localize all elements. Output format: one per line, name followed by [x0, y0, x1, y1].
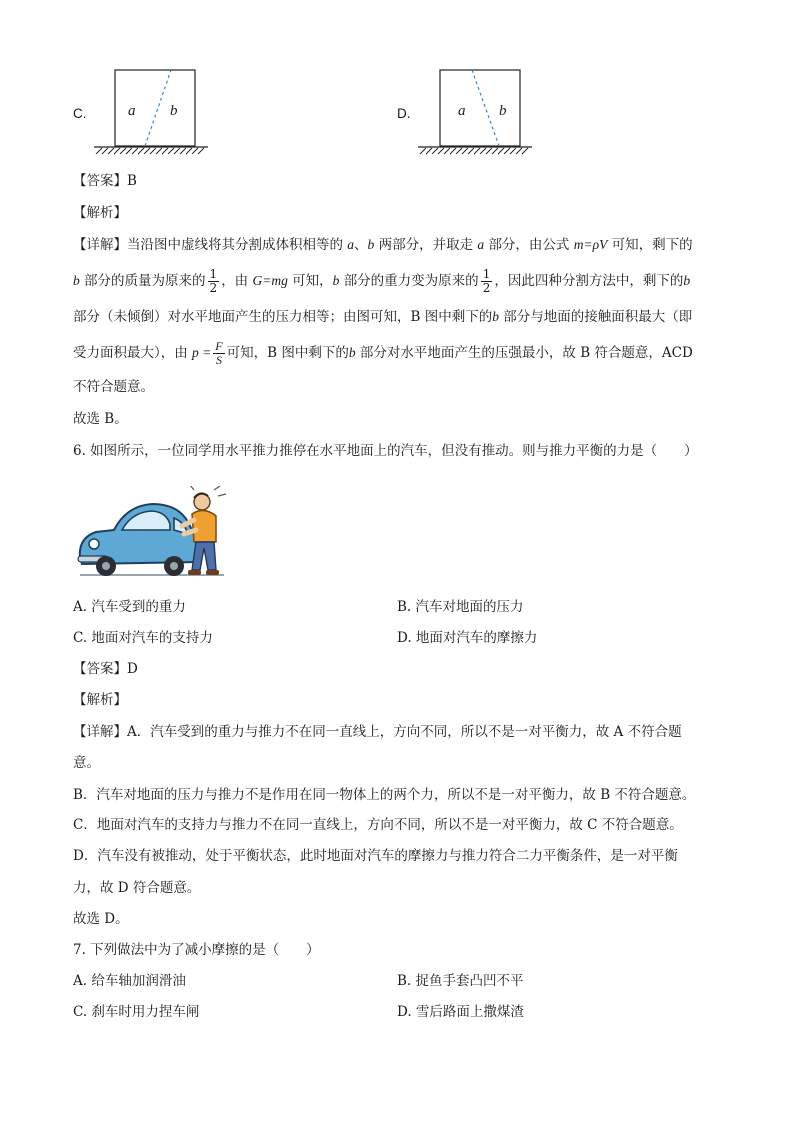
q6-option-a: A. 汽车受到的重力	[73, 599, 186, 615]
q6-option-c: C. 地面对汽车的支持力	[73, 630, 213, 646]
fraction-half: $\frac{1}{2}$	[209, 267, 218, 295]
q6-detail-line-4: C．地面对汽车的支持力与推力不在同一直线上，方向不同，所以不是一对平衡力，故 C 不符合题意。	[73, 817, 683, 833]
fig-d-part-a: a	[458, 103, 466, 119]
q6-detail-line-1: 【详解】A．汽车受到的重力与推力不在同一直线上，方向不同，所以不是一对平衡力，故 A 不符合题	[73, 724, 682, 740]
option-c-label: C.	[73, 106, 87, 121]
fig-c-part-b: b	[170, 103, 178, 119]
q5-detail-line-5: 不符合题意。	[73, 379, 154, 395]
q7-option-c: C. 刹车时用力捏车闸	[73, 1004, 200, 1020]
q5-detail-line-1: 【详解】当沿图中虚线将其分割成体积相等的 a、b 两部分，并取走 a 部分，由公式 m=ρV 可知，剩下的	[73, 237, 693, 253]
figure-d	[418, 68, 534, 156]
q6-analysis-heading: 【解析】	[73, 692, 127, 708]
q6-option-d: D. 地面对汽车的摩擦力	[397, 630, 538, 646]
q6-detail-line-2: 意。	[73, 755, 100, 771]
q6-conclusion: 故选 D。	[73, 911, 129, 927]
q6-option-b: B. 汽车对地面的压力	[397, 599, 524, 615]
q6-question: 6. 如图所示，一位同学用水平推力推停在水平地面上的汽车，但没有推动。则与推力平衡的力是（ ）	[73, 443, 698, 459]
q5-answer: 【答案】B	[73, 173, 137, 189]
q5-detail-line-3: 部分（未倾倒）对水平地面产生的压力相等；由图可知，B 图中剩下的b 部分与地面的接触面积最大（即	[73, 309, 693, 325]
fig-c-part-a: a	[128, 103, 136, 119]
q7-option-d: D. 雪后路面上撒煤渣	[397, 1004, 524, 1020]
option-d-label: D.	[397, 106, 411, 121]
q5-analysis-heading: 【解析】	[73, 205, 127, 221]
q6-detail-line-3: B．汽车对地面的压力与推力不是作用在同一物体上的两个力，所以不是一对平衡力，故 B 不符合题意。	[73, 787, 696, 803]
q6-detail-line-6: 力，故 D 符合题意。	[73, 880, 201, 896]
q5-conclusion: 故选 B。	[73, 411, 128, 427]
q7-option-b: B. 捉鱼手套凸凹不平	[397, 973, 524, 989]
fraction-half-2: $\frac{1}{2}$	[482, 267, 491, 295]
q5-detail-line-4: 受力面积最大），由 p = $\frac{F}{S}$ 可知，B 图中剩下的b 部分对水平地面产生的压强最小，故 B 符合题意，ACD	[73, 339, 693, 367]
q7-question: 7. 下列做法中为了减小摩擦的是（ ）	[73, 942, 320, 958]
q6-answer: 【答案】D	[73, 661, 138, 677]
fig-d-part-b: b	[499, 103, 507, 119]
q5-detail-line-2: b 部分的质量为原来的 $\frac{1}{2}$ ，由 G=mg 可知，b 部分的重力变为原来的 $\frac{1}{2}$ ，因此四种分割方法中，剩下的b	[73, 267, 691, 295]
fraction-f-over-s: $\frac{F}{S}$	[215, 339, 223, 367]
q7-option-a: A. 给车轴加润滑油	[73, 973, 186, 989]
q6-detail-line-5: D．汽车没有被推动，处于平衡状态，此时地面对汽车的摩擦力与推力符合二力平衡条件，是一对平衡	[73, 848, 678, 864]
car-pushing-illustration	[74, 486, 230, 586]
figure-c	[94, 68, 210, 156]
